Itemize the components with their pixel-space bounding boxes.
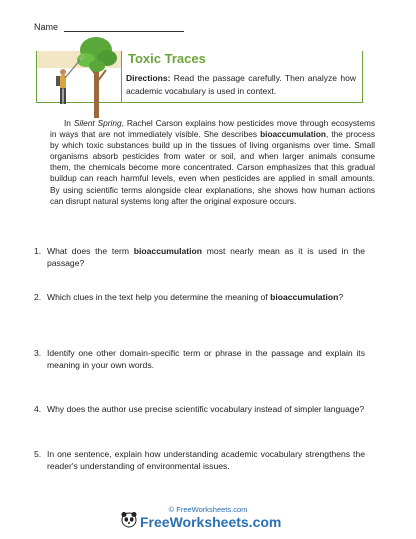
question-5 xyxy=(34,448,369,472)
question-number: 3. xyxy=(34,348,42,358)
question-text: In one sentence, explain how understanding academic vocabulary strengthens the reader's understanding of environmental issues. xyxy=(47,449,365,471)
name-label: Name xyxy=(34,22,59,32)
tree-sprayer-illustration xyxy=(50,30,130,120)
question-number: 1. xyxy=(34,246,42,256)
worksheet-title: Toxic Traces xyxy=(128,51,206,66)
question-text: ? xyxy=(338,292,344,302)
question-number: 4. xyxy=(34,404,42,414)
question-number: 2. xyxy=(34,292,42,302)
panda-logo-icon xyxy=(120,510,138,528)
question-4 xyxy=(34,403,369,415)
book-title: Silent Spring xyxy=(73,118,122,128)
passage-text: , Rachel Carson explains how pesticides move through ecosystems in ways that are not immediately visible. She describes xyxy=(50,118,376,140)
question-1 xyxy=(34,245,369,269)
question-text: What does the term xyxy=(47,246,134,256)
passage-text: , the process by which toxic substances build up in the tissues of living organisms over time. Small organisms absorb pesticides from water or soil, and when larger animals consume them, the chemicals become more concentrated. Carson emphasizes that this gradual buildup can reach harmful levels, even when pesticides are applied in small amounts. By using scientific terms alongside clear explanations, she shows how human actions can disrupt natural systems long after the original exposure occurs. xyxy=(50,129,375,206)
question-text: Why does the author use precise scientific vocabulary instead of simpler language? xyxy=(47,404,365,414)
key-term: bioaccumulation xyxy=(133,246,203,256)
question-text: Identify one other domain-specific term or phrase in the passage and explain its meaning in your own words. xyxy=(47,348,365,370)
key-term: bioaccumulation xyxy=(270,292,339,302)
question-text: most nearly mean as it is used in the passage? xyxy=(47,246,365,268)
footer-copyright-link[interactable]: © FreeWorksheets.com xyxy=(168,505,248,514)
reading-passage xyxy=(50,118,375,207)
question-number: 5. xyxy=(34,449,42,459)
question-3 xyxy=(34,347,369,371)
question-2 xyxy=(34,291,369,303)
directions-label: Directions: xyxy=(126,73,171,83)
directions-text: Read the passage carefully. Then analyze how academic vocabulary is used in context. xyxy=(126,73,356,96)
question-text: Which clues in the text help you determine the meaning of xyxy=(47,292,271,302)
footer-brand-logo[interactable]: FreeWorksheets.com xyxy=(140,514,282,530)
passage-text: In xyxy=(64,118,74,128)
key-term: bioaccumulation xyxy=(260,129,326,140)
directions xyxy=(126,72,356,98)
